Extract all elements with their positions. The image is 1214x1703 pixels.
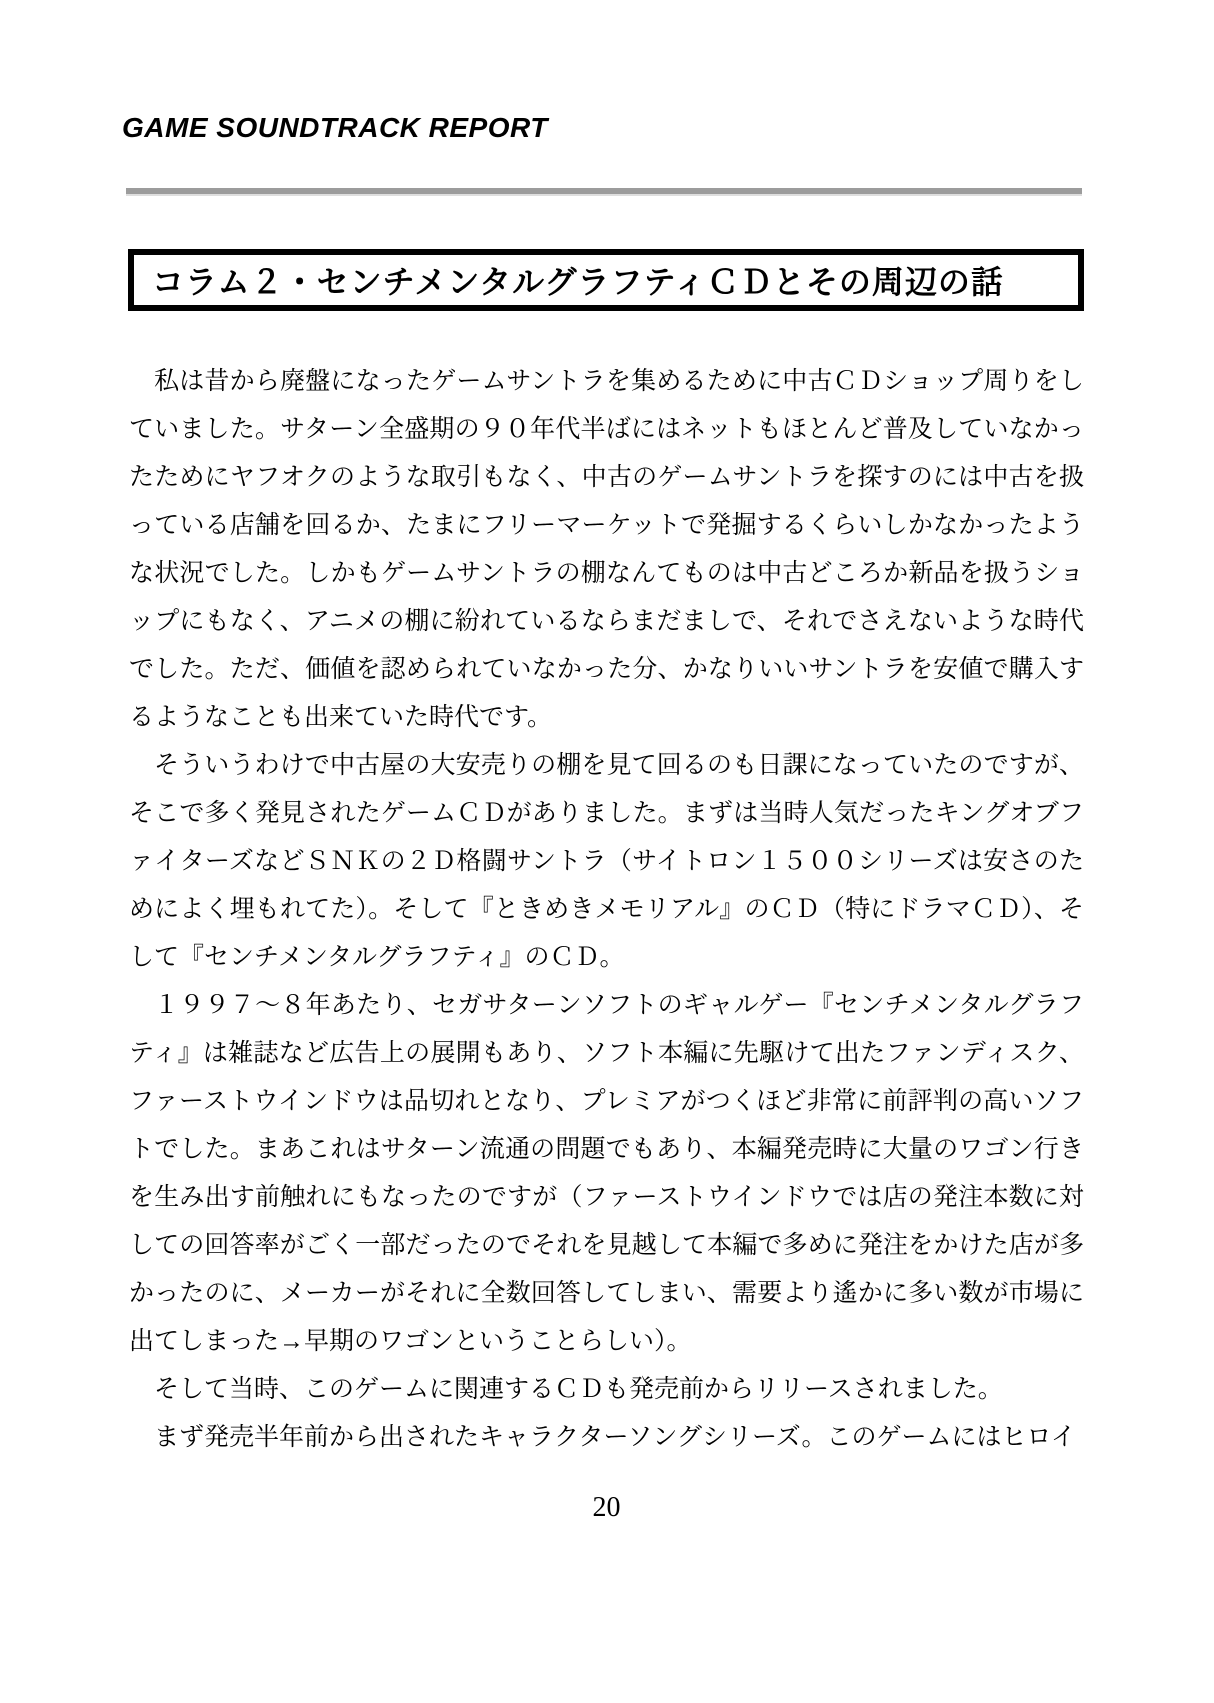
body-paragraph: まず発売半年前から出されたキャラクターソングシリーズ。このゲームにはヒロイ <box>154 1424 1076 1451</box>
report-header-title: GAME SOUNDTRACK REPORT <box>122 112 548 143</box>
page-number: 20 <box>592 1492 621 1523</box>
body-paragraph: １９９７～８年あたり、セガサターンソフトのギャルゲー『センチメンタルグラフティ』は雑誌など広告上の展開もあり、ソフト本編に先駆けて出たファンディスク、ファーストウインドウは品切れとなり、プレミアがつくほど非常に前評判の高いソフトでした。まあこれはサターン流通の問題でもあり、本編発売時に大量のワゴン行きを生み出す前触れにもなったのですが（ファーストウインドウでは店の発注本数に対しての回答率がごく一部だったのでそれを見越して本編で多めに発注をかけた店が多かったのに、メーカーがそれに全数回答してしまい、需要より遙かに多い数が市場に出てしまった→早期のワゴンということらしい）。 <box>129 992 1084 1355</box>
body-text-column <box>129 358 1084 1462</box>
column-title: コラム２・センチメンタルグラフティＣＤとその周辺の話 <box>152 264 1004 300</box>
body-paragraph: そして当時、このゲームに関連するＣＤも発売前からリリースされました。 <box>154 1376 1003 1403</box>
body-paragraph: そういうわけで中古屋の大安売りの棚を見て回るのも日課になっていたのですが、そこで多く発見されたゲームＣＤがありました。まずは当時人気だったキングオブファイターズなどＳＮＫの２Ｄ格闘サントラ（サイトロン１５００シリーズは安さのためによく埋もれてた）。そして『ときめきメモリアル』のＣＤ（特にドラマＣＤ）、そして『センチメンタルグラフティ』のＣＤ。 <box>129 752 1084 971</box>
column-title-box <box>128 249 1084 311</box>
header-divider-rule <box>126 188 1082 194</box>
body-paragraph: 私は昔から廃盤になったゲームサントラを集めるために中古ＣＤショップ周りをしていました。サターン全盛期の９０年代半ばにはネットもほとんど普及していなかったためにヤフオクのような取引もなく、中古のゲームサントラを探すのには中古を扱っている店舗を回るか、たまにフリーマーケットで発掘するくらいしかなかったような状況でした。しかもゲームサントラの棚なんてものは中古どころか新品を扱うショップにもなく、アニメの棚に紛れているならまだましで、それでさえないような時代でした。ただ、価値を認められていなかった分、かなりいいサントラを安値で購入するようなことも出来ていた時代です。 <box>129 368 1084 731</box>
